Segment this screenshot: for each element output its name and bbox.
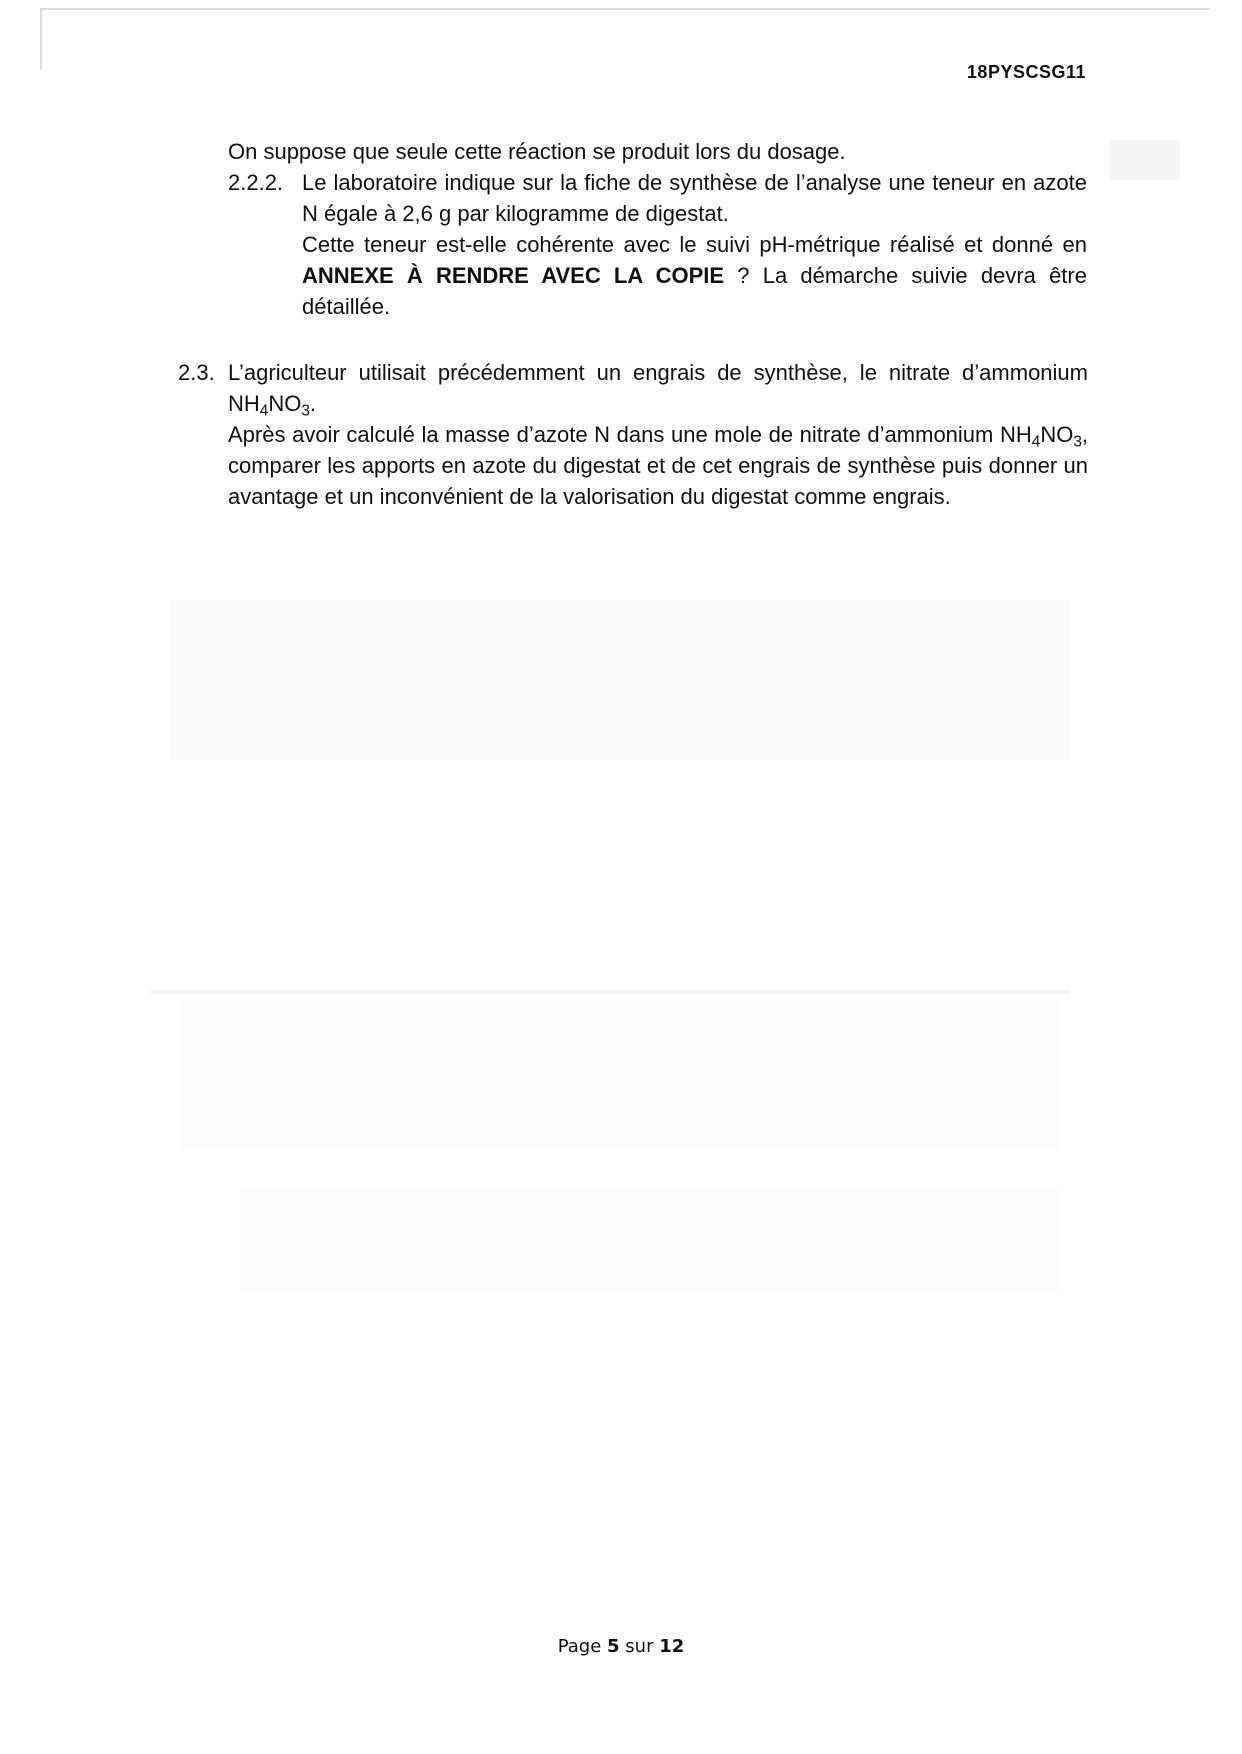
question-2-2-2-paragraph-1 (302, 167, 1087, 229)
bleed-through-block (180, 1000, 1060, 1150)
question-2-2-2-paragraph-2 (302, 229, 1087, 322)
intro-line (228, 136, 1088, 167)
bleed-through-block (240, 1190, 1060, 1290)
subscript: 4 (259, 402, 269, 420)
question-text: Le laboratoire indique sur la fiche de synthèse de l’analyse une teneur en azote N égale à 2,6 g par kilogramme de digestat. (302, 170, 1087, 226)
question-text: L’agriculteur utilisait précédemment un engrais de synthèse, le nitrate d’ammonium NH (228, 360, 1088, 416)
question-2-2-2-number (228, 167, 308, 198)
question-2-3-paragraph-1 (228, 357, 1088, 419)
page-number: 5 (607, 1636, 620, 1657)
question-2-3-paragraph-2 (228, 419, 1088, 512)
question-text: Après avoir calculé la masse d’azote N dans une mole de nitrate d’ammonium NH (228, 422, 1032, 447)
formula-part: NO (268, 391, 302, 416)
document-code: 18PYSCSG11 (966, 62, 1086, 82)
page-footer (0, 1636, 1242, 1657)
subscript: 3 (301, 402, 310, 420)
annex-reference: ANNEXE À RENDRE AVEC LA COPIE (302, 263, 725, 288)
question-text: , comparer les apports en azote du digestat et de cet engrais de synthèse puis donner un avantage et un inconvénient de la valorisation du digestat comme engrais. (228, 422, 1088, 509)
bleed-through-block (150, 990, 1070, 994)
punctuation: . (309, 391, 317, 416)
page-label: Page (557, 1636, 602, 1657)
subscript: 4 (1031, 433, 1041, 451)
formula-part: NO (1040, 422, 1074, 447)
total-pages: 12 (659, 1636, 685, 1657)
question-2-3-number (178, 357, 228, 388)
scan-edge-left (40, 10, 42, 70)
intro-text: On suppose que seule cette réaction se produit lors du dosage. (228, 139, 846, 164)
question-text: ? La démarche suivie devra être détaillée. (302, 263, 1087, 319)
subscript: 3 (1073, 433, 1082, 451)
bleed-through-block (170, 600, 1070, 760)
page-of-label: sur (625, 1636, 654, 1657)
question-number: 2.2.2. (228, 170, 284, 195)
question-text: Cette teneur est-elle cohérente avec le suivi pH-métrique réalisé et donné en (302, 232, 1087, 257)
question-number: 2.3. (178, 360, 215, 385)
bleed-through-block (1110, 140, 1180, 180)
scan-edge-top (40, 8, 1210, 10)
